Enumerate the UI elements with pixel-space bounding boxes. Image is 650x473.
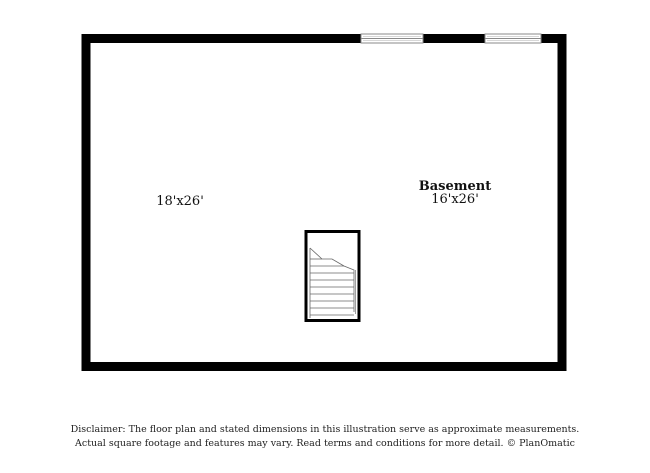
room-basement-label bbox=[405, 180, 505, 206]
room-basement-dimensions: 16'x26' bbox=[431, 192, 479, 207]
disclaimer bbox=[0, 423, 650, 451]
disclaimer-line-2: Actual square footage and features may vary. Read terms and conditions for more detail. © PlanOmatic bbox=[75, 438, 575, 449]
window-right bbox=[485, 34, 541, 43]
room-left-label bbox=[140, 195, 220, 208]
room-left-dimensions: 18'x26' bbox=[156, 194, 204, 209]
disclaimer-line-1: Disclaimer: The floor plan and stated dimensions in this illustration serve as approximate measurements. bbox=[70, 424, 580, 435]
room-basement-name: Basement bbox=[418, 179, 492, 194]
window-left bbox=[361, 34, 423, 43]
stairwell bbox=[306, 232, 359, 321]
